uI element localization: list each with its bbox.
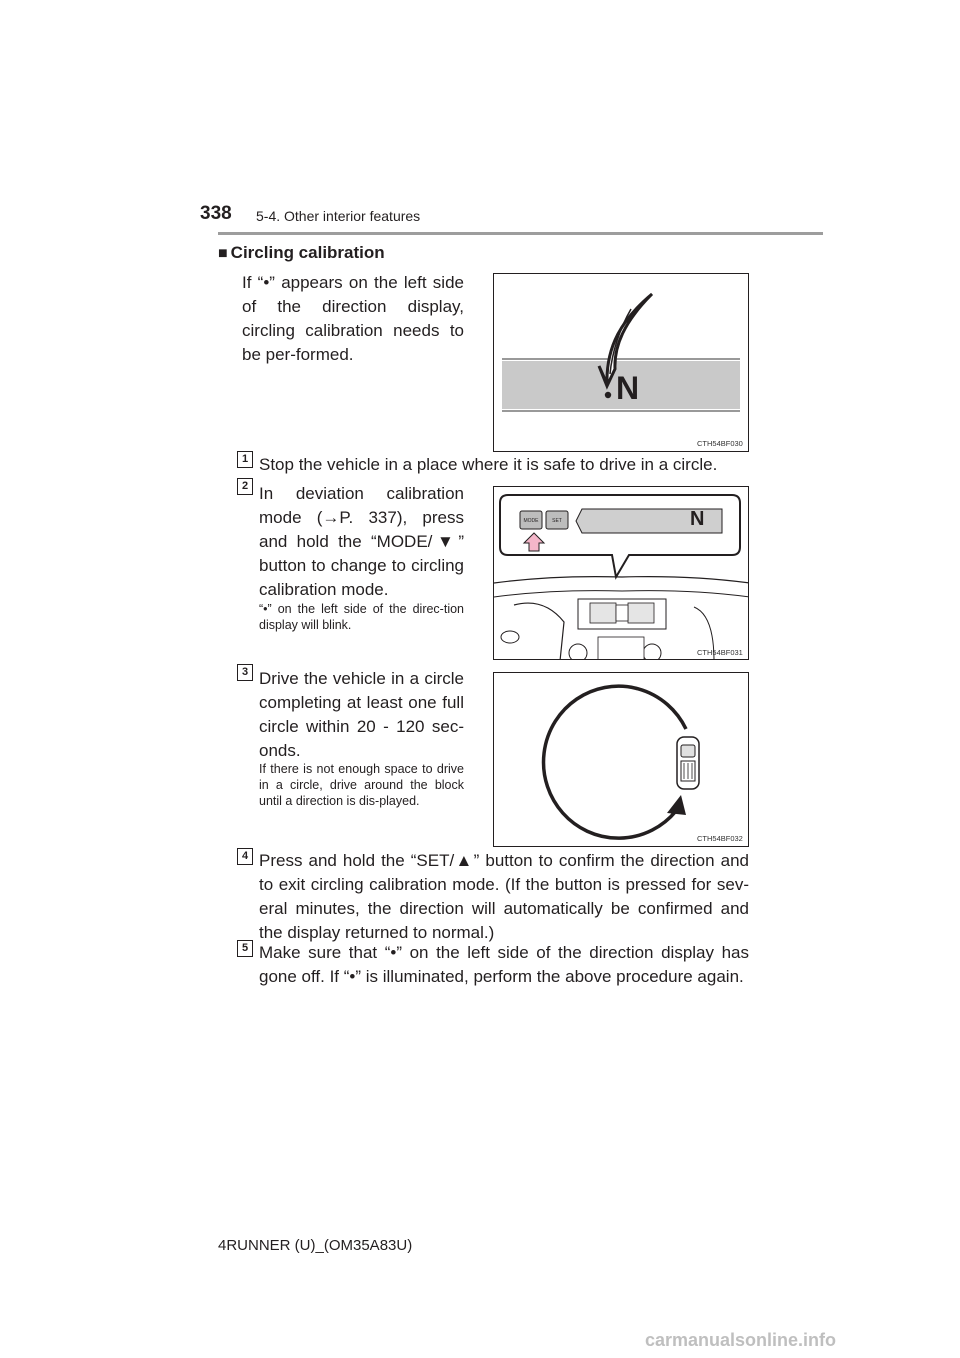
step-number: 5 <box>237 940 253 957</box>
step-number: 2 <box>237 478 253 495</box>
figure-circle-drive <box>493 672 749 847</box>
circle-drive-illustration <box>494 673 749 847</box>
heading-marker: ■ <box>218 245 228 262</box>
step-text: Make sure that “•” on the left side of the direction display has gone off. If “•” is illuminated, perform the above procedure again. <box>259 943 749 986</box>
step-number: 3 <box>237 664 253 681</box>
display-letter: N <box>690 508 705 530</box>
step-text: In deviation calibration mode (→P. 337), press and hold the “MODE/▼” button to change to circling calibration mode. <box>259 484 464 599</box>
heading-title: Circling calibration <box>230 243 385 262</box>
step-note: If there is not enough space to drive in a circle, drive around the block until a direction is dis-played. <box>259 762 464 808</box>
display-letter: N <box>616 370 640 406</box>
figure-code: CTH54BF030 <box>697 439 743 448</box>
set-button-label: SET <box>552 518 562 524</box>
vehicle-icon <box>677 737 699 789</box>
direction-display-illustration <box>494 274 749 452</box>
section-title: 5-4. Other interior features <box>256 208 421 224</box>
watermark: carmanualsonline.info <box>645 1330 837 1350</box>
section-heading <box>218 243 385 263</box>
figure-code: CTH54BF031 <box>697 648 743 657</box>
dashboard-illustration <box>494 487 749 660</box>
page-number: 338 <box>200 203 232 224</box>
step-text: Stop the vehicle in a place where it is safe to drive in a circle. <box>259 455 718 474</box>
header-rule <box>218 232 823 235</box>
step-text: Drive the vehicle in a circle completing at least one full circle within 20 - 120 sec-onds. <box>259 669 464 760</box>
step-number: 1 <box>237 451 253 468</box>
step-number: 4 <box>237 848 253 865</box>
figure-code: CTH54BF032 <box>697 834 743 843</box>
figure-direction-display <box>493 273 749 452</box>
mode-button-label: MODE <box>523 518 539 524</box>
figure-dashboard <box>493 486 749 660</box>
page-footer: 4RUNNER (U)_(OM35A83U) <box>218 1237 413 1254</box>
step-note: “•” on the left side of the direc-tion display will blink. <box>259 602 464 632</box>
step-text: Press and hold the “SET/▲” button to confirm the direction and to exit circling calibration mode. (If the button is pressed for sev-eral minutes, the direction will automatically be confirmed and the display returned to normal.) <box>259 851 749 942</box>
intro-paragraph: If “•” appears on the left side of the direction display, circling calibration needs to be per-formed. <box>242 273 464 364</box>
